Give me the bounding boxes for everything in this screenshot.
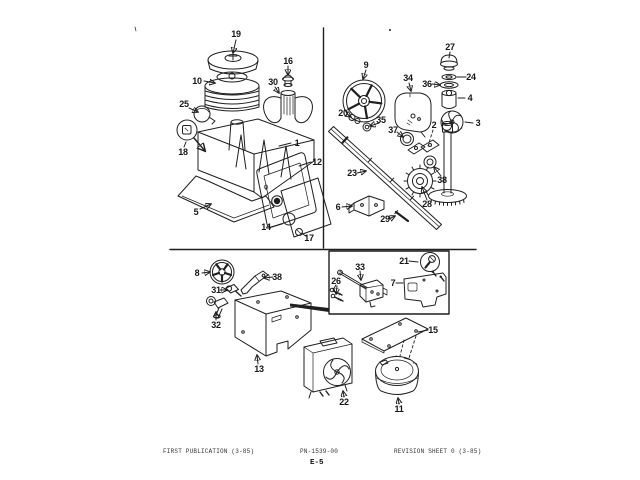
part-label-3: 3 xyxy=(475,118,481,128)
part-label-27: 27 xyxy=(445,42,455,52)
footer-first-publication: FIRST PUBLICATION (3-85) xyxy=(163,448,255,455)
part-label-1: 1 xyxy=(294,138,300,148)
part-label-25: 25 xyxy=(179,99,189,109)
part-label-21: 21 xyxy=(399,256,409,266)
part-label-4: 4 xyxy=(467,93,473,103)
part-label-23: 23 xyxy=(347,168,357,178)
part-label-9: 9 xyxy=(363,60,369,70)
part-label-22: 22 xyxy=(339,397,349,407)
part-label-26: 26 xyxy=(331,276,341,286)
part-label-35: 35 xyxy=(376,115,386,125)
part-label-10: 10 xyxy=(192,76,202,86)
part-label-19: 19 xyxy=(231,29,241,39)
part-label-12: 12 xyxy=(312,157,322,167)
part-label-36: 36 xyxy=(422,79,432,89)
part-label-13: 13 xyxy=(254,364,264,374)
part-label-34: 34 xyxy=(403,73,413,83)
part-label-24: 24 xyxy=(466,72,476,82)
part-label-31: 31 xyxy=(211,285,221,295)
part-label-37: 37 xyxy=(388,125,398,135)
part-label-14: 14 xyxy=(261,222,271,232)
part-label-5: 5 xyxy=(193,207,199,217)
page-code: E-5 xyxy=(310,459,324,467)
panel-top-left-art xyxy=(177,40,331,237)
part-label-38: 38 xyxy=(437,175,447,185)
part-label-20: 20 xyxy=(338,108,348,118)
part-label-16: 16 xyxy=(283,56,293,66)
part-label-28: 28 xyxy=(422,199,432,209)
part-label-29: 29 xyxy=(380,214,390,224)
inset-box-art xyxy=(329,251,449,314)
panel-top-right-art xyxy=(329,52,474,230)
part-label-30: 30 xyxy=(268,77,278,87)
part-label-18: 18 xyxy=(178,147,188,157)
part-label-17: 17 xyxy=(304,233,314,243)
part-label-32: 32 xyxy=(211,320,221,330)
part-label-33: 33 xyxy=(355,262,365,272)
part-label-15: 15 xyxy=(428,325,438,335)
part-label-38: 38 xyxy=(272,272,282,282)
part-label-8: 8 xyxy=(194,268,200,278)
part-label-6: 6 xyxy=(335,202,341,212)
footer-revision: REVISION SHEET 0 (3-85) xyxy=(394,448,482,455)
leader-lines-top-left xyxy=(184,40,311,236)
footer-part-number: PN-1539-00 xyxy=(300,448,339,455)
part-label-11: 11 xyxy=(394,404,404,414)
part-label-7: 7 xyxy=(390,278,396,288)
panel-dividers xyxy=(135,27,476,250)
part-label-2: 2 xyxy=(431,120,437,130)
